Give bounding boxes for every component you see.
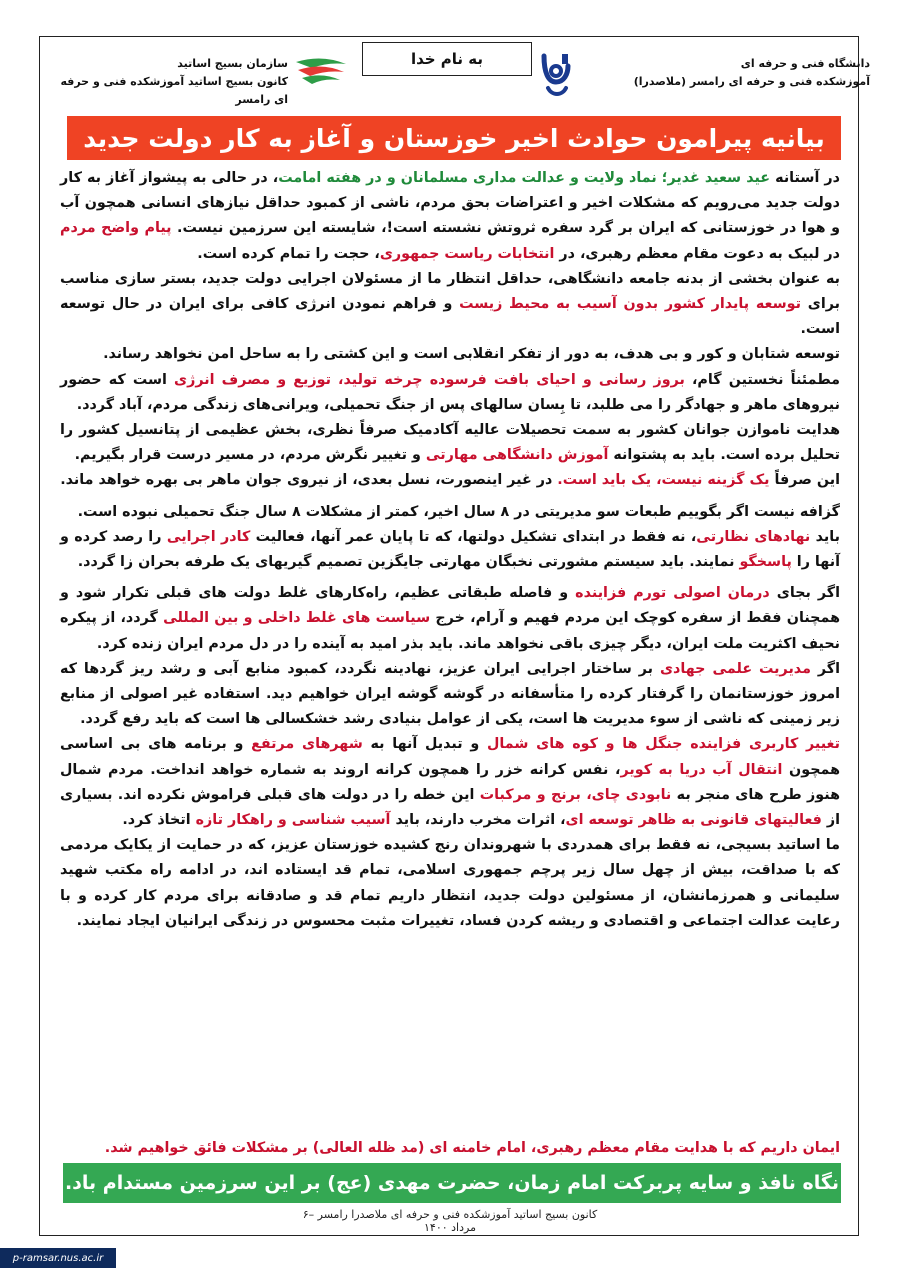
site-url-badge[interactable]: p-ramsar.nus.ac.ir xyxy=(0,1248,116,1268)
text: بر ساختار اجرایی ایران عزیز، نهادینه نگردد، کمبود منابع آبی و رشد ریز گردها که امروز خوزستانمان را گرفتار کرده را متأسفانه در گوشه گوشه ایران خواهیم دید. استفاده غیر اصولی از منابع زیر زمینی که ناشی از سوء مدیریت ها است، یکی از عوامل بنیادی رشد خشکسالی ها است که باید رفع گردد. xyxy=(60,660,840,728)
highlight: نهادهای نظارتی xyxy=(696,528,811,545)
highlight: درمان اصولی تورم فزاینده xyxy=(575,585,770,602)
text: اگر بجای xyxy=(769,585,840,602)
text: اتخاذ کرد. xyxy=(122,812,196,829)
paragraph-6 xyxy=(60,468,840,493)
paragraph-3: توسعه شتابان و کور و بی هدف، به دور از تفکر انقلابی است و این کشتی را به ساحل امن نخواهد رساند. xyxy=(103,346,840,363)
highlight: سیاست های غلط داخلی و بین المللی xyxy=(163,610,431,627)
highlight: پیام واضح مردم xyxy=(60,220,172,237)
text: ، در حالی به پیشواز آغاز به کار دولت جدید می‌رویم که مشکلات اخیر و اعتراضات بحق مردم، ناشی از کمبود حداقل نیازهای انسانی همچون آب و هوا در خوزستانی که ایران بر گرد سفره ثروتش نشسته است!، شایسته این سرزمین نیست. xyxy=(60,170,840,237)
text: این خطه را در دولت های قبلی فراموش نکرده اند. بسیاری از xyxy=(60,786,840,829)
highlight: پاسخگو xyxy=(739,554,792,571)
highlight: انتخابات ریاست جمهوری xyxy=(379,245,555,262)
paragraph-2 xyxy=(60,267,840,343)
text: گردد، از پیکره نحیف اکثریت ملت ایران، دیگر چیزی باقی نخواهد ماند. باید بذر امید به آینده را در دل مردم ایران زنده کرد. xyxy=(60,610,840,652)
university-line-2: آموزشکده فنی و حرفه ای رامسر (ملاصدرا) xyxy=(633,75,870,88)
text: ، نفس کرانه خزر را همچون کرانه اروند به شماره خواهد انداخت. مردم شمال هنوز طرح های منجر به xyxy=(60,761,841,803)
highlight: آموزش دانشگاهی مهارتی xyxy=(425,447,609,464)
text: در لبیک به دعوت مقام معظم رهبری، در xyxy=(554,245,840,262)
highlight: کادر اجرایی xyxy=(166,528,251,545)
text: و فاصله طبقاتی عظیم، راه‌کارهای غلط دولت های قبلی تکرار شود و همچنان فقط از سفره کوچک این مردم فهیم و آرام، خرج xyxy=(60,585,840,627)
closing-banner: نگاه نافذ و سایه پربرکت امام زمان، حضرت مهدی (عج) بر این سرزمین مستدام باد. xyxy=(63,1163,841,1203)
basmala: به نام خدا xyxy=(362,42,532,76)
highlight: آسیب شناسی و راهکار تازه xyxy=(195,812,391,829)
text: و تغییر نگرش مردم، در مسیر درست قرار بگیریم. xyxy=(74,447,426,464)
highlight: نابودی چای، برنج و مرکبات xyxy=(479,786,672,803)
text: نمایند. باید سیستم مشورتی نخبگان مهارتی جایگزین تصمیم گیریهای یک طرفه بحران زا گردد. xyxy=(77,554,740,571)
paragraph-11 xyxy=(60,732,840,833)
university-logo-icon xyxy=(538,52,574,98)
basij-logo-icon xyxy=(292,56,350,86)
text: اگر xyxy=(810,660,840,677)
university-name xyxy=(580,55,870,91)
highlight: بروز رسانی و احیای بافت فرسوده چرخه تولید، توزیع و مصرف انرژی xyxy=(174,371,685,388)
text: این صرفاً xyxy=(769,472,840,489)
text: ، نه فقط در ابتدای تشکیل دولتها، که تا پایان عمر آنها، فعالیت xyxy=(250,528,697,545)
text: را رصد کرده و آنها را xyxy=(60,528,840,571)
footer-signature: کانون بسیج اساتید آموزشکده فنی و حرفه ای ملاصدرا رامسر –۶ مرداد ۱۴۰۰ xyxy=(302,1208,598,1234)
highlight: مدیریت علمی جهادی xyxy=(659,660,811,677)
closing-statement: ایمان داریم که با هدایت مقام معظم رهبری، امام خامنه ای (مد ظله العالی) بر مشکلات فائق خواهیم شد. xyxy=(104,1140,840,1156)
text: و فراهم نمودن انرژی کافی برای ایران در حال توسعه است. xyxy=(60,296,840,338)
highlight: انتقال آب دریا به کویر xyxy=(620,761,783,778)
basij-name xyxy=(52,55,288,109)
text: ، حجت را تمام کرده است. xyxy=(197,245,380,262)
paragraph-10 xyxy=(60,657,840,733)
text: است که حضور نیروهای ماهر و جهادگر را می طلبد، تا بِسان سالهای پس از جنگ تحمیلی، ویرانی‌های زندگی مردم، آباد گردد. xyxy=(60,371,840,413)
highlight: یک گزینه نیست، یک باید است. xyxy=(557,472,770,489)
paragraph-4 xyxy=(60,368,840,418)
basij-line-2: کانون بسیج اساتید آموزشکده فنی و حرفه ای رامسر xyxy=(60,75,288,106)
highlight: عید سعید غدیر؛ نماد ولایت و عدالت مداری مسلمانان و در هفته امامت xyxy=(278,170,771,186)
text: در غیر اینصورت، نسل بعدی، از نیروی جوان ماهر بی بهره خواهد ماند. xyxy=(60,472,558,489)
text: مطمئناً نخستین گام، xyxy=(684,371,840,388)
paragraph-1 xyxy=(60,166,840,267)
highlight: توسعه پایدار کشور بدون آسیب به محیط زیست xyxy=(459,296,802,313)
highlight: فعالیتهای قانونی به ظاهر توسعه ای xyxy=(565,812,822,829)
basij-line-1: سازمان بسیج اساتید xyxy=(177,57,288,70)
text: باید xyxy=(810,528,841,545)
text: به عنوان بخشی از بدنه جامعه دانشگاهی، حداقل انتظار ما از مسئولان اجرایی دولت جدید، بستر سازی مناسب برای xyxy=(60,270,840,313)
paragraph-7: گزافه نیست اگر بگوییم طبعات سو مدیریتی در ۸ سال اخیر، کمتر از مشکلات ۸ سال جنگ تحمیلی نبوده است. xyxy=(77,503,840,520)
text: هدایت ناموازن جوانان کشور به سمت تحصیلات عالیه آکادمیک صرفاً نظری، بخش عظیمی از پتانسیل کشور را تحلیل برده است. باید به پشتوانه xyxy=(60,422,840,464)
university-line-1: دانشگاه فنی و حرفه ای xyxy=(740,57,870,70)
paragraph-5 xyxy=(60,418,840,468)
letterhead xyxy=(0,0,900,110)
text: ، اثرات مخرب دارند، باید xyxy=(390,812,566,829)
text: در آستانه xyxy=(770,170,841,186)
paragraph-8 xyxy=(60,525,840,575)
paragraph-12: ما اساتید بسیجی، نه فقط برای همدردی با شهروندان رنج کشیده خوزستان عزیز، که در حمایت از یکایک مردمی که با صداقت، بیش از چهل سال زیر پرچم جمهوری اسلامی، تمام قد ایستاده اند، در ادامه راه مکتب شهید سلیمانی و همرزمانشان، از مسئولین دولت جدید، انتظار داریم تمام قد و صادقانه برای مردم کار کرده و با رعایت عدالت اجتماعی و اقتصادی و ریشه کردن فساد، تغییرات مثبت محسوس در زندگی ایرانیان ایجاد نمایند. xyxy=(60,837,840,929)
statement-title: بیانیه پیرامون حوادث اخیر خوزستان و آغاز به کار دولت جدید xyxy=(67,116,841,160)
highlight: تغییر کاربری فزاینده جنگل ها و کوه های شمال xyxy=(486,736,840,753)
text: و برنامه های بی اساسی همچون xyxy=(60,736,841,778)
paragraph-9 xyxy=(60,581,840,657)
highlight: شهرهای مرتفع xyxy=(251,736,363,753)
text: و تبدیل آنها به xyxy=(362,736,487,753)
statement-body xyxy=(60,166,840,934)
